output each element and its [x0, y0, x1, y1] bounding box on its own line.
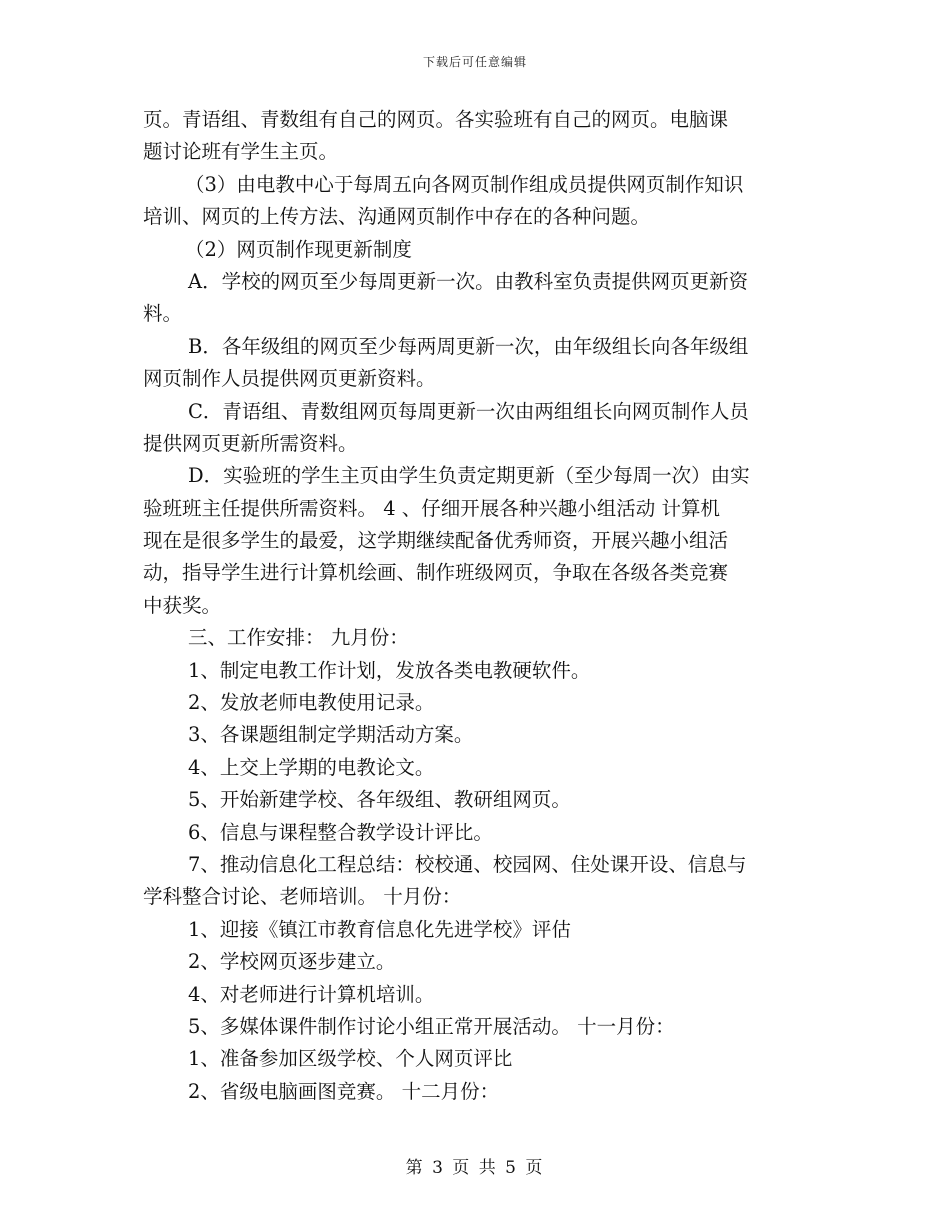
list-item: 1、制定电教工作计划，发放各类电教硬软件。 [188, 658, 591, 682]
paragraph-line: C．青语组、青数组网页每周更新一次由两组组长向网页制作人员 [188, 399, 749, 423]
list-item: 6、信息与课程整合教学设计评比。 [188, 820, 493, 844]
paragraph-line: D．实验班的学生主页由学生负责定期更新（至少每周一次）由实 [188, 464, 750, 488]
list-item: 1、迎接《镇江市教育信息化先进学校》评估 [188, 917, 571, 941]
paragraph-line: 验班班主任提供所需资料。 4 、仔细开展各种兴趣小组活动 计算机 [143, 496, 721, 520]
paragraph-line: 培训、网页的上传方法、沟通网页制作中存在的各种问题。 [143, 205, 651, 229]
list-item: 1、准备参加区级学校、个人网页评比 [188, 1047, 513, 1071]
paragraph-line: 提供网页更新所需资料。 [143, 431, 358, 455]
list-item: 5、多媒体课件制作讨论小组正常开展活动。 十一月份： [188, 1014, 675, 1038]
list-item: 2、省级电脑画图竞赛。 十二月份： [188, 1079, 500, 1103]
paragraph-line: （3）由电教中心于每周五向各网页制作组成员提供网页制作知识 [185, 172, 744, 196]
document-body [143, 104, 811, 1108]
list-item: 2、学校网页逐步建立。 [188, 950, 396, 974]
page-footer: 第 3 页 共 5 页 [405, 1158, 545, 1178]
paragraph-line: A．学校的网页至少每周更新一次。由教科室负责提供网页更新资 [188, 269, 749, 293]
list-item: 学科整合讨论、老师培训。 十月份： [143, 885, 462, 909]
paragraph-line: 网页制作人员提供网页更新资料。 [143, 367, 436, 391]
paragraph-line: 页。青语组、青数组有自己的网页。各实验班有自己的网页。电脑课 [143, 108, 729, 131]
section-heading: 三、工作安排： 九月份： [188, 626, 409, 650]
list-item: 3、各课题组制定学期活动方案。 [188, 723, 474, 747]
paragraph-line: 中获奖。 [143, 593, 222, 617]
list-item: 5、开始新建学校、各年级组、教研组网页。 [188, 788, 571, 812]
paragraph-line: 动，指导学生进行计算机绘画、制作班级网页，争取在各级各类竞赛 [143, 561, 729, 585]
list-item: 2、发放老师电教使用记录。 [188, 691, 435, 715]
list-item: 7、推动信息化工程总结：校校通、校园网、住处课开设、信息与 [188, 852, 747, 876]
paragraph-line: 现在是很多学生的最爱，这学期继续配备优秀师资，开展兴趣小组活 [143, 529, 729, 553]
section-heading: （2）网页制作现更新制度 [185, 237, 412, 261]
paragraph-line: B．各年级组的网页至少每两周更新一次，由年级组长向各年级组 [188, 334, 749, 358]
paragraph-line: 题讨论班有学生主页。 [143, 140, 339, 164]
paragraph-line: 料。 [143, 302, 183, 326]
list-item: 4、上交上学期的电教论文。 [188, 755, 435, 779]
list-item: 4、对老师进行计算机培训。 [188, 982, 435, 1006]
page-header: 下载后可任意编辑 [422, 55, 527, 69]
